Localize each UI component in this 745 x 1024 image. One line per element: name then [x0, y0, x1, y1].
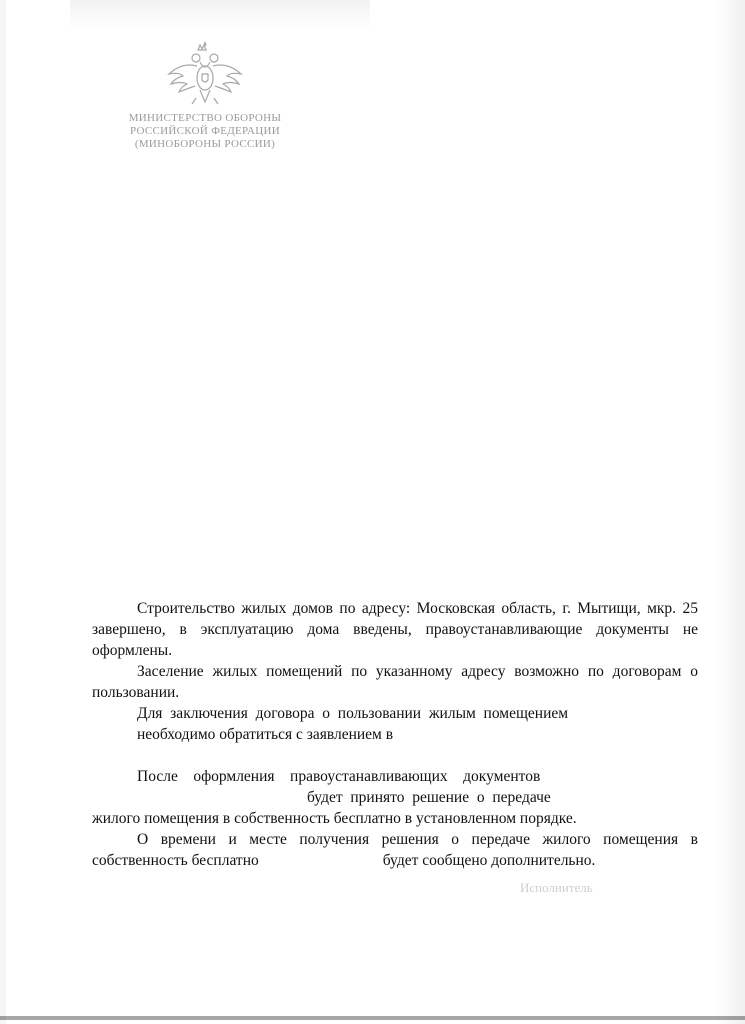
- paragraph-construction: Строительство жилых домов по адресу: Московская область, г. Мытищи, мкр. 25 завершено, в эксплуатацию дома введены, правоустанавливающие документы не оформлены.: [92, 600, 698, 659]
- scan-edge-left: [0, 0, 6, 1024]
- ministry-line-1: МИНИСТЕРСТВО ОБОРОНЫ: [128, 112, 282, 124]
- paragraph-contract-line-2: необходимо обратиться с заявлением в: [137, 726, 394, 743]
- ministry-line-2: РОССИЙСКОЙ ФЕДЕРАЦИИ: [129, 125, 281, 137]
- paragraph-contract: [92, 703, 698, 745]
- paragraph-ownership-line-1: После оформления правоустанавливающих документов: [137, 768, 541, 785]
- scan-edge-right: [715, 0, 745, 1024]
- paragraph-notification: О времени и месте получения решения о передаче жилого помещения в собственность бесплатно будет сообщено дополнительно.: [92, 831, 702, 869]
- ministry-name: [115, 112, 295, 151]
- paragraph-ownership: [92, 766, 698, 829]
- blank-line: [92, 745, 698, 766]
- paragraph-ownership-line-2: будет принято решение о передаче: [307, 789, 551, 806]
- paragraph-contract-line-1: Для заключения договора о пользовании жилым помещением: [137, 705, 569, 722]
- letter-body: [92, 598, 702, 871]
- scan-bottom-line: [0, 1016, 745, 1020]
- faded-executor-mark: Исполнитель: [520, 880, 593, 895]
- paragraph-settlement: Заселение жилых помещений по указанному адресу возможно по договорам о пользовании.: [92, 663, 698, 701]
- scan-top-shadow: [70, 0, 370, 30]
- ministry-line-3: (МИНОБОРОНЫ РОССИИ): [134, 138, 276, 150]
- letterhead: [115, 40, 295, 151]
- paragraph-ownership-line-3: жилого помещения в собственность бесплатно в установленном порядке.: [92, 810, 577, 827]
- double-headed-eagle-icon: [160, 40, 250, 110]
